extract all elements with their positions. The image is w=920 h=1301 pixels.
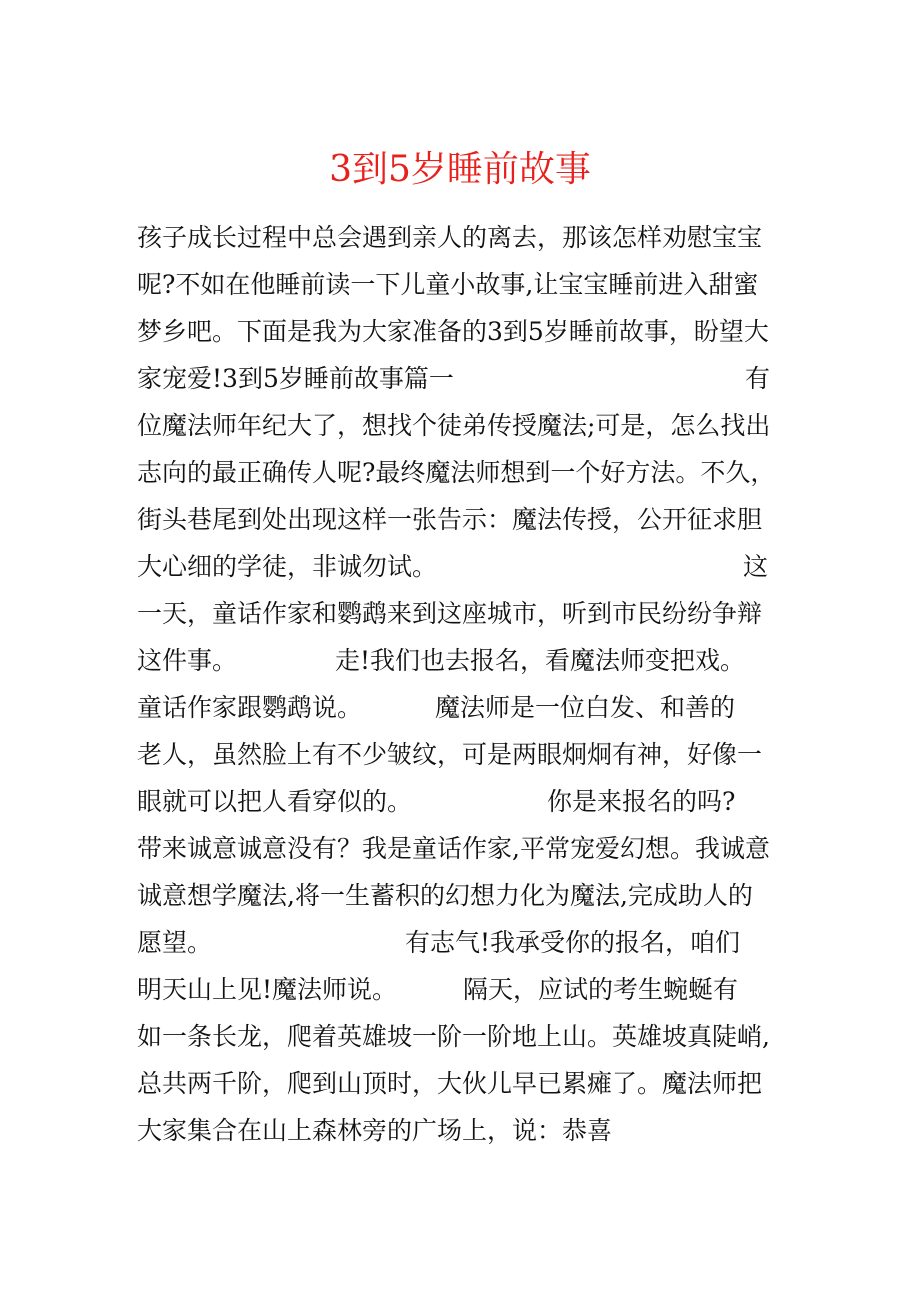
text-segment: 老人，虽然脸上有不少皱纹，可是两眼炯炯有神，好像一 <box>137 740 763 769</box>
text-segment: 街头巷尾到处出现这样一张告示：魔法传授，公开征求胆 <box>137 505 763 534</box>
text-segment: 孩子成长过程中总会遇到亲人的离去，那该怎样劝慰宝宝 <box>137 223 763 252</box>
text-line <box>137 966 817 1013</box>
text-line <box>137 308 817 355</box>
text-line <box>137 261 817 308</box>
text-segment: 有 <box>745 364 771 393</box>
text-segment: 眼就可以把人看穿似的。 <box>137 787 413 816</box>
text-line <box>137 590 817 637</box>
text-segment: 位魔法师年纪大了，想找个徒弟传授魔法;可是，怎么找出 <box>137 411 771 440</box>
text-line <box>137 919 817 966</box>
text-segment: 志向的最正确传人呢?最终魔法师想到一个好方法。不久， <box>137 458 776 487</box>
text-line <box>137 872 817 919</box>
text-segment: 有志气!我承受你的报名，咱们 <box>405 928 741 957</box>
text-segment: 一天，童话作家和鹦鹉来到这座城市，听到市民纷纷争辩 <box>137 599 763 628</box>
text-segment: 大家集合在山上森林旁的广场上，说：恭喜 <box>137 1116 613 1145</box>
text-segment: 童话作家跟鹦鹉说。 <box>137 693 363 722</box>
text-segment: 这 <box>743 552 769 581</box>
text-segment: 大心细的学徒，非诚勿试。 <box>137 552 438 581</box>
text-segment: 呢?不如在他睡前读一下儿童小故事,让宝宝睡前进入甜蜜 <box>137 270 759 299</box>
text-line <box>137 684 817 731</box>
text-segment: 你是来报名的吗? <box>547 787 736 816</box>
text-line <box>137 355 817 402</box>
text-line <box>137 543 817 590</box>
text-line <box>137 496 817 543</box>
text-line <box>137 778 817 825</box>
text-line <box>137 825 817 872</box>
text-line <box>137 1107 817 1154</box>
text-segment: 总共两千阶，爬到山顶时，大伙儿早已累瘫了。魔法师把 <box>137 1069 763 1098</box>
document-title: 3到5岁睡前故事 <box>329 149 591 190</box>
text-line <box>137 637 817 684</box>
text-line <box>137 731 817 778</box>
text-segment: 家宠爱!3到5岁睡前故事篇一 <box>137 364 454 393</box>
text-segment: 这件事。 <box>137 646 238 675</box>
text-segment: 魔法师是一位白发、和善的 <box>435 693 736 722</box>
text-segment: 走!我们也去报名，看魔法师变把戏。 <box>335 646 746 675</box>
text-line <box>137 1060 817 1107</box>
text-line <box>137 214 817 261</box>
text-segment: 带来诚意诚意没有？我是童话作家,平常宠爱幻想。我诚意 <box>137 834 770 863</box>
text-line <box>137 402 817 449</box>
text-line <box>137 1013 817 1060</box>
text-segment: 隔天，应试的考生蜿蜒有 <box>463 975 739 1004</box>
text-segment: 梦乡吧。下面是我为大家准备的3到5岁睡前故事，盼望大 <box>137 317 769 346</box>
text-segment: 愿望。 <box>137 928 213 957</box>
text-segment: 明天山上见!魔法师说。 <box>137 975 398 1004</box>
document-body <box>137 214 817 1154</box>
text-segment: 如一条长龙，爬着英雄坡一阶一阶地上山。英雄坡真陡峭, <box>137 1022 770 1051</box>
text-segment: 诚意想学魔法,将一生蓄积的幻想力化为魔法,完成助人的 <box>137 881 753 910</box>
text-line <box>137 449 817 496</box>
